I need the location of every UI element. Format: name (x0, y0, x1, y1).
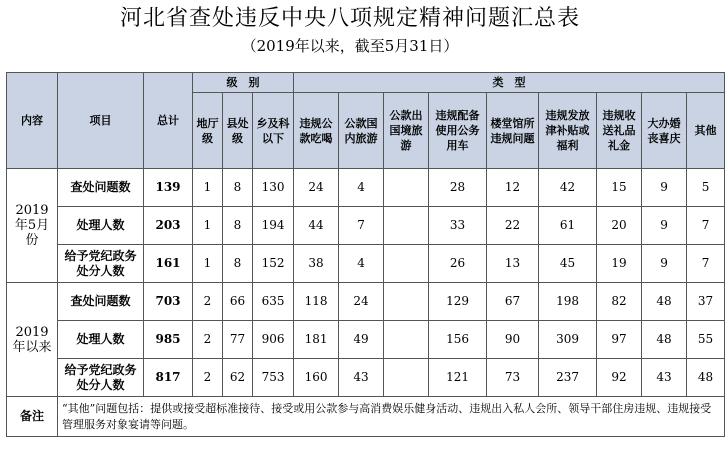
cell-level: 906 (253, 321, 294, 359)
cell-type: 7 (339, 207, 384, 245)
cell-type: 22 (487, 207, 539, 245)
header-type: 公款国内旅游 (339, 93, 384, 169)
cell-level: 8 (223, 169, 253, 207)
row-item: 处理人数 (58, 207, 144, 245)
cell-type: 73 (487, 359, 539, 397)
cell-type (384, 321, 429, 359)
cell-type: 61 (539, 207, 597, 245)
cell-type: 90 (487, 321, 539, 359)
cell-level: 2 (193, 321, 223, 359)
cell-type: 7 (687, 207, 725, 245)
cell-type: 24 (294, 169, 339, 207)
cell-type: 48 (642, 283, 687, 321)
cell-type: 9 (642, 169, 687, 207)
cell-type: 43 (339, 359, 384, 397)
cell-level: 152 (253, 245, 294, 283)
cell-type: 198 (539, 283, 597, 321)
cell-type (384, 359, 429, 397)
header-level: 县处级 (223, 93, 253, 169)
row-item: 给予党纪政务处分人数 (58, 359, 144, 397)
cell-type: 37 (687, 283, 725, 321)
cell-type: 48 (687, 359, 725, 397)
header-content: 内容 (7, 73, 58, 169)
cell-type (384, 283, 429, 321)
cell-type: 82 (597, 283, 642, 321)
cell-type: 13 (487, 245, 539, 283)
cell-type: 55 (687, 321, 725, 359)
cell-type: 121 (429, 359, 487, 397)
header-type-group: 类 型 (294, 73, 725, 93)
cell-type: 92 (597, 359, 642, 397)
cell-type: 49 (339, 321, 384, 359)
cell-type: 42 (539, 169, 597, 207)
header-type: 违规配备使用公务用车 (429, 93, 487, 169)
note-row (7, 397, 725, 437)
cell-type: 43 (642, 359, 687, 397)
cell-type: 15 (597, 169, 642, 207)
header-type: 公款出国境旅游 (384, 93, 429, 169)
cell-type: 24 (339, 283, 384, 321)
cell-level: 635 (253, 283, 294, 321)
section-label: 2019年以来 (7, 283, 58, 397)
cell-type: 9 (642, 207, 687, 245)
header-type: 其他 (687, 93, 725, 169)
cell-level: 66 (223, 283, 253, 321)
row-total: 203 (144, 207, 193, 245)
cell-type (384, 245, 429, 283)
row-item: 查处问题数 (58, 169, 144, 207)
table-row (7, 283, 725, 321)
row-total: 985 (144, 321, 193, 359)
cell-level: 77 (223, 321, 253, 359)
cell-type: 4 (339, 169, 384, 207)
cell-type: 309 (539, 321, 597, 359)
row-item: 查处问题数 (58, 283, 144, 321)
cell-type: 97 (597, 321, 642, 359)
cell-type: 38 (294, 245, 339, 283)
cell-type: 12 (487, 169, 539, 207)
cell-level: 130 (253, 169, 294, 207)
cell-type: 67 (487, 283, 539, 321)
row-total: 161 (144, 245, 193, 283)
row-item: 处理人数 (58, 321, 144, 359)
cell-type: 4 (339, 245, 384, 283)
note-label: 备注 (7, 397, 58, 437)
cell-level: 194 (253, 207, 294, 245)
cell-type (384, 207, 429, 245)
header-type: 违规发放津补贴或福利 (539, 93, 597, 169)
cell-type: 181 (294, 321, 339, 359)
table-row (7, 245, 725, 283)
row-total: 703 (144, 283, 193, 321)
summary-table (6, 72, 725, 437)
cell-level: 1 (193, 169, 223, 207)
cell-level: 2 (193, 283, 223, 321)
cell-type: 45 (539, 245, 597, 283)
header-total: 总计 (144, 73, 193, 169)
cell-type: 33 (429, 207, 487, 245)
page-title: 河北省查处违反中央八项规定精神问题汇总表 (119, 6, 580, 31)
cell-type: 20 (597, 207, 642, 245)
cell-level: 1 (193, 245, 223, 283)
cell-type: 160 (294, 359, 339, 397)
cell-level: 62 (223, 359, 253, 397)
header-type: 违规收送礼品礼金 (597, 93, 642, 169)
header-level: 乡及科以下 (253, 93, 294, 169)
header-level-group: 级 别 (193, 73, 294, 93)
cell-level: 2 (193, 359, 223, 397)
table-row (7, 359, 725, 397)
cell-type: 9 (642, 245, 687, 283)
cell-type (384, 169, 429, 207)
cell-level: 753 (253, 359, 294, 397)
section-label: 2019年5月份 (7, 169, 58, 283)
cell-type: 44 (294, 207, 339, 245)
cell-type: 19 (597, 245, 642, 283)
cell-type: 5 (687, 169, 725, 207)
page-subtitle: （2019年以来，截至5月31日） (241, 37, 459, 55)
header-item: 项目 (58, 73, 144, 169)
row-total: 139 (144, 169, 193, 207)
table-row (7, 169, 725, 207)
row-total: 817 (144, 359, 193, 397)
cell-type: 7 (687, 245, 725, 283)
header-type: 大办婚丧喜庆 (642, 93, 687, 169)
cell-type: 28 (429, 169, 487, 207)
table-row (7, 321, 725, 359)
table-row (7, 207, 725, 245)
cell-type: 156 (429, 321, 487, 359)
cell-type: 118 (294, 283, 339, 321)
header-level: 地厅级 (193, 93, 223, 169)
header-type: 违规公款吃喝 (294, 93, 339, 169)
cell-type: 129 (429, 283, 487, 321)
cell-type: 237 (539, 359, 597, 397)
cell-type: 48 (642, 321, 687, 359)
row-item: 给予党纪政务处分人数 (58, 245, 144, 283)
header-type: 楼堂馆所违规问题 (487, 93, 539, 169)
cell-type: 26 (429, 245, 487, 283)
cell-level: 8 (223, 207, 253, 245)
cell-level: 1 (193, 207, 223, 245)
cell-level: 8 (223, 245, 253, 283)
note-text: “其他”问题包括：提供或接受超标准接待、接受或用公款参与高消费娱乐健身活动、违规出入私人会所、领导干部住房违规、违规接受管理服务对象宴请等问题。 (58, 397, 725, 437)
